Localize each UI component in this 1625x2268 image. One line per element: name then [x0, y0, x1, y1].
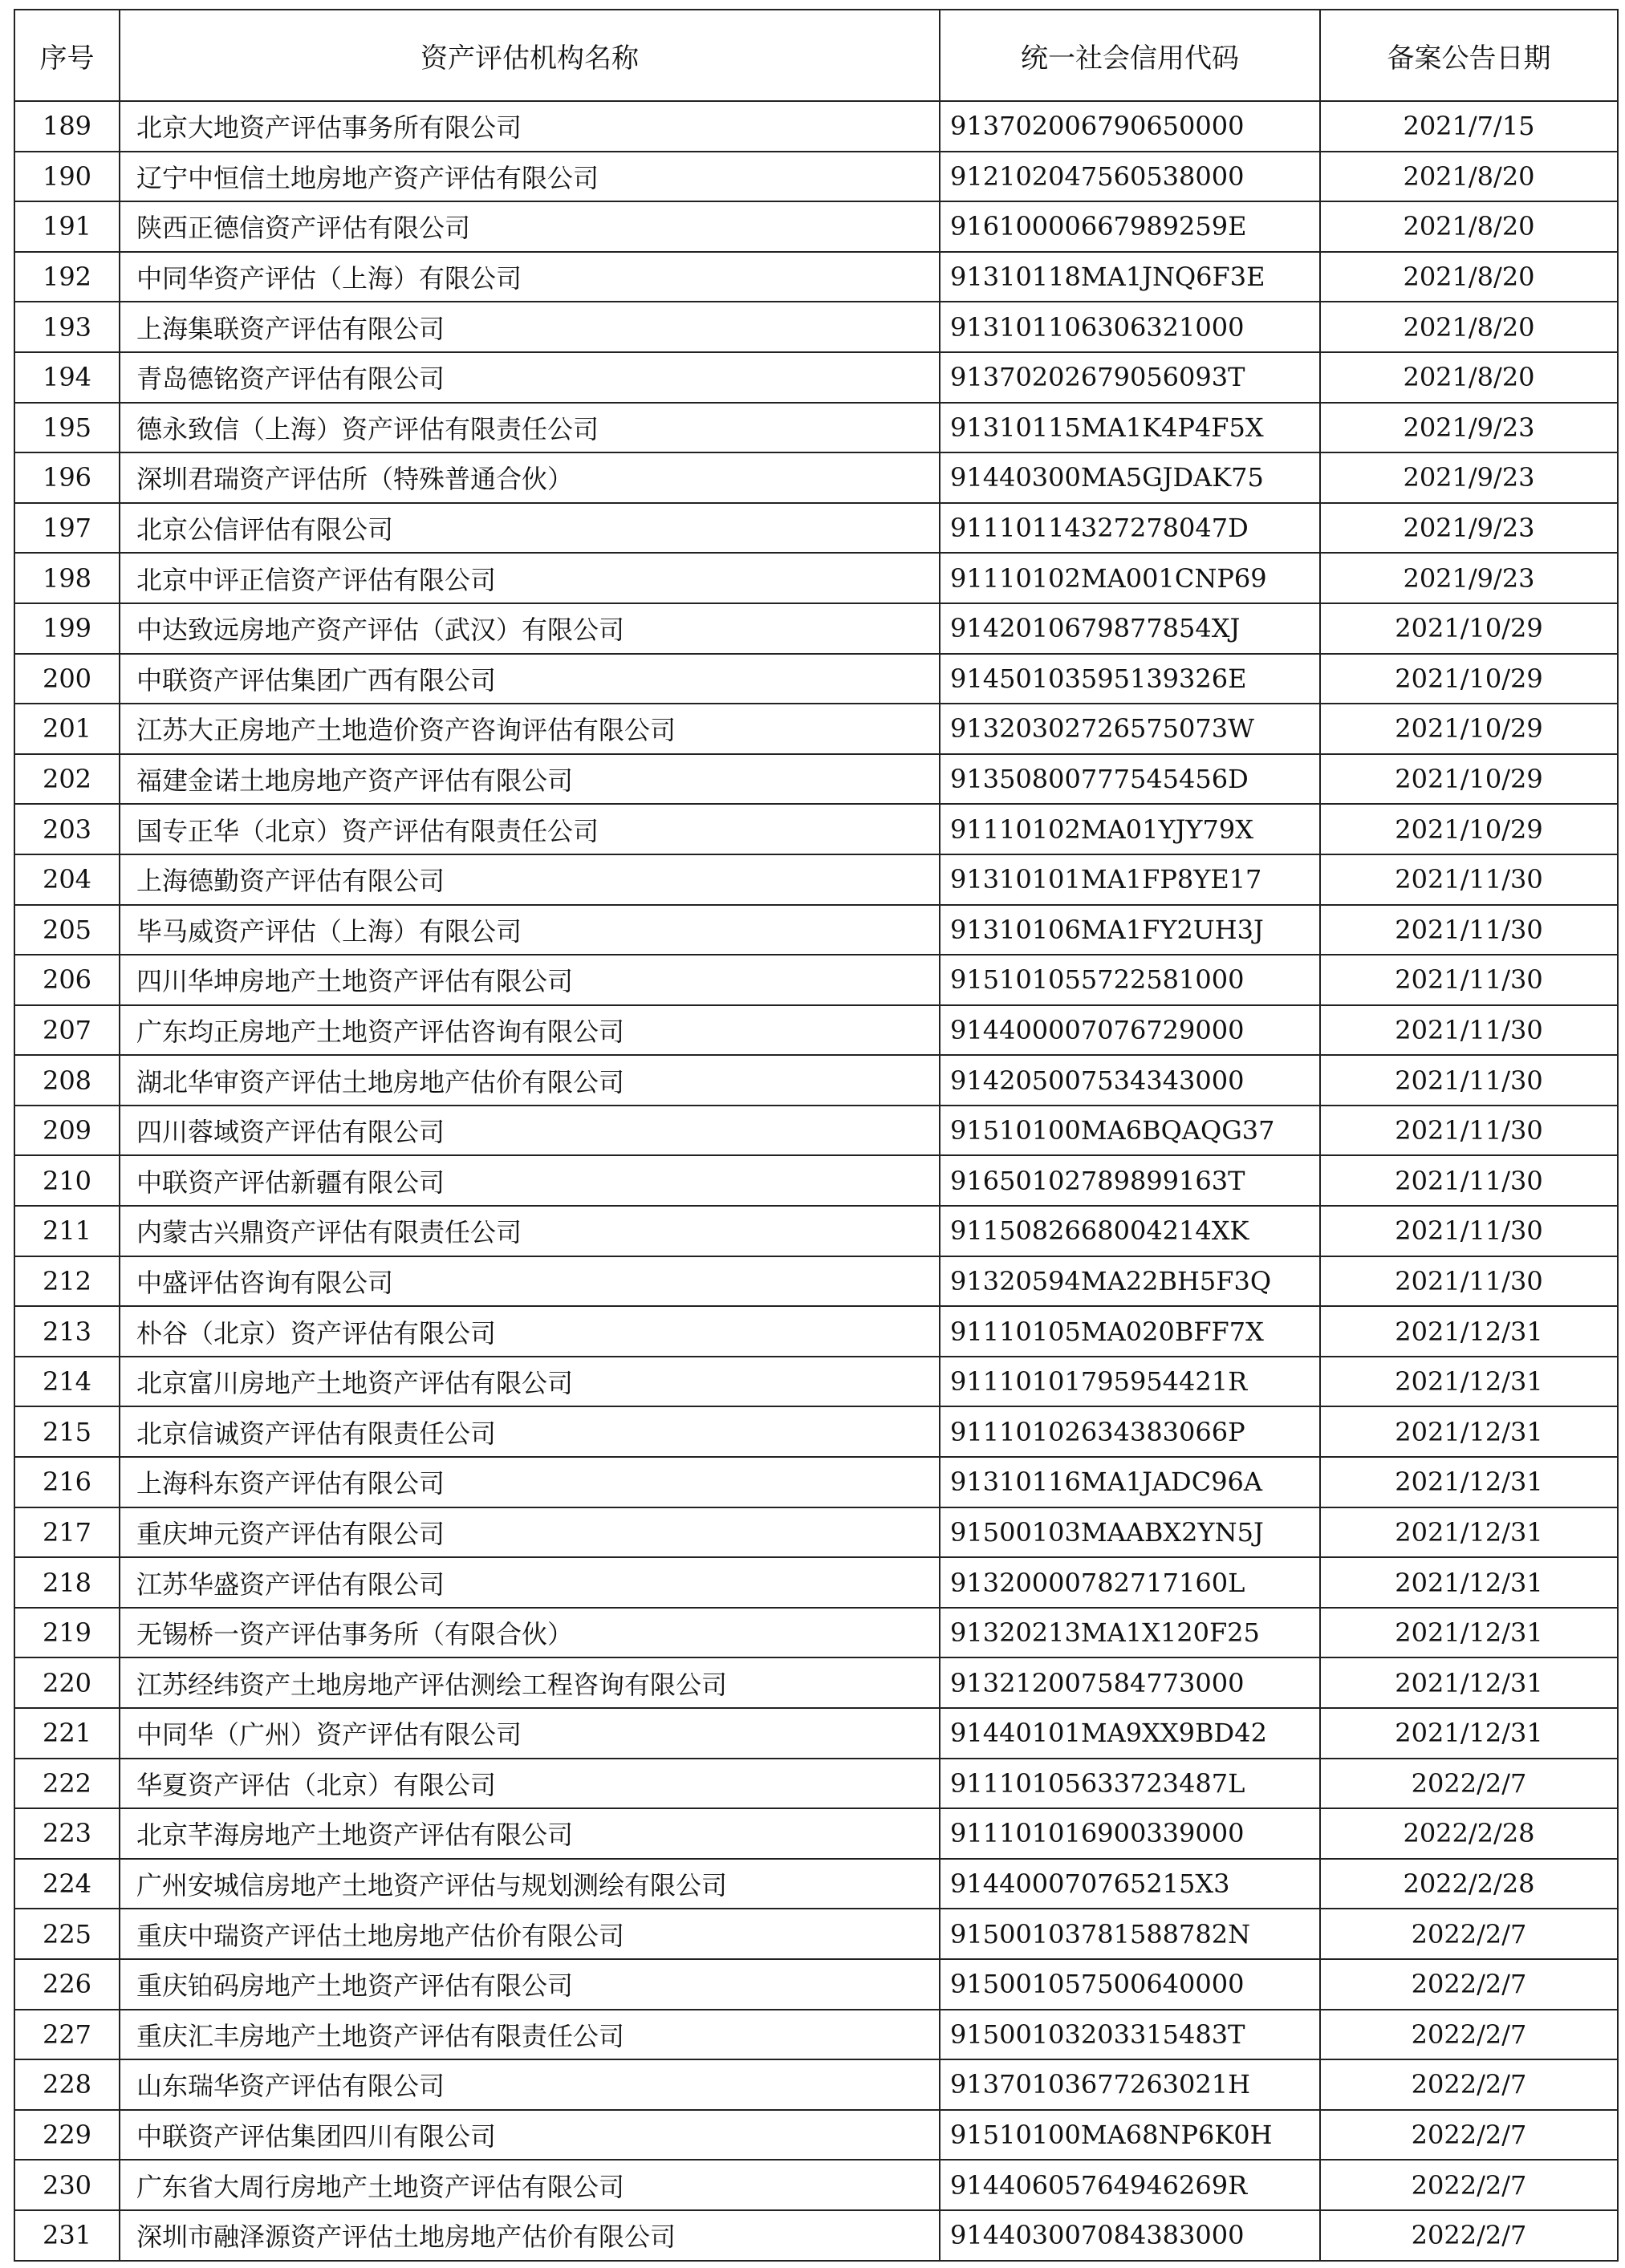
table-row [14, 804, 1618, 854]
cell-code: 91110102634383066P [940, 1406, 1320, 1457]
cell-date: 2021/11/30 [1320, 854, 1618, 905]
cell-name: 北京信诚资产评估有限责任公司 [120, 1406, 940, 1457]
cell-code: 914205007534343000 [940, 1055, 1320, 1106]
cell-date: 2022/2/7 [1320, 2059, 1618, 2110]
cell-date: 2021/12/31 [1320, 1357, 1618, 1407]
cell-code: 91310101MA1FP8YE17 [940, 854, 1320, 905]
cell-no: 189 [14, 101, 120, 152]
cell-no: 199 [14, 603, 120, 654]
cell-name: 上海集联资产评估有限公司 [120, 302, 940, 352]
header-date: 备案公告日期 [1320, 10, 1618, 101]
cell-name: 北京公信评估有限公司 [120, 503, 940, 554]
cell-no: 208 [14, 1055, 120, 1106]
cell-name: 北京富川房地产土地资产评估有限公司 [120, 1357, 940, 1407]
cell-date: 2021/11/30 [1320, 1155, 1618, 1206]
cell-name: 中联资产评估集团四川有限公司 [120, 2110, 940, 2160]
cell-code: 91440605764946269R [940, 2160, 1320, 2210]
table-header-row [14, 10, 1618, 101]
table-row [14, 1507, 1618, 1558]
cell-date: 2021/12/31 [1320, 1657, 1618, 1708]
table-row [14, 452, 1618, 503]
cell-no: 221 [14, 1708, 120, 1759]
cell-no: 225 [14, 1909, 120, 1959]
cell-date: 2021/9/23 [1320, 553, 1618, 603]
cell-name: 四川蓉域资产评估有限公司 [120, 1106, 940, 1156]
cell-code: 91320213MA1X120F25 [940, 1608, 1320, 1658]
table-row [14, 1306, 1618, 1357]
cell-date: 2021/9/23 [1320, 452, 1618, 503]
cell-name: 内蒙古兴鼎资产评估有限责任公司 [120, 1206, 940, 1256]
cell-no: 204 [14, 854, 120, 905]
cell-no: 201 [14, 704, 120, 754]
cell-name: 辽宁中恒信土地房地产资产评估有限公司 [120, 152, 940, 202]
cell-code: 91370103677263021H [940, 2059, 1320, 2110]
cell-no: 222 [14, 1759, 120, 1809]
cell-date: 2021/12/31 [1320, 1608, 1618, 1658]
cell-name: 重庆铂码房地产土地资产评估有限公司 [120, 1959, 940, 2010]
cell-no: 224 [14, 1859, 120, 1909]
table-body [14, 101, 1618, 2261]
cell-name: 重庆中瑞资产评估土地房地产估价有限公司 [120, 1909, 940, 1959]
cell-name: 青岛德铭资产评估有限公司 [120, 352, 940, 403]
table-row [14, 2210, 1618, 2261]
cell-code: 91500103203315483T [940, 2010, 1320, 2060]
cell-name: 广东均正房地产土地资产评估咨询有限公司 [120, 1005, 940, 1056]
cell-code: 914403007084383000 [940, 2210, 1320, 2261]
cell-no: 226 [14, 1959, 120, 2010]
cell-no: 231 [14, 2210, 120, 2261]
registry-table [14, 9, 1619, 2262]
cell-no: 194 [14, 352, 120, 403]
cell-no: 202 [14, 754, 120, 805]
cell-date: 2021/7/15 [1320, 101, 1618, 152]
cell-date: 2021/12/31 [1320, 1507, 1618, 1558]
cell-name: 江苏大正房地产土地造价资产咨询评估有限公司 [120, 704, 940, 754]
cell-name: 重庆坤元资产评估有限公司 [120, 1507, 940, 1558]
table-row [14, 905, 1618, 955]
table-row [14, 1909, 1618, 1959]
cell-code: 91310118MA1JNQ6F3E [940, 252, 1320, 302]
cell-code: 91320302726575073W [940, 704, 1320, 754]
cell-name: 江苏华盛资产评估有限公司 [120, 1557, 940, 1608]
cell-code: 9142010679877854XJ [940, 603, 1320, 654]
cell-no: 190 [14, 152, 120, 202]
table-row [14, 1406, 1618, 1457]
table-row [14, 1708, 1618, 1759]
cell-code: 91610000667989259E [940, 201, 1320, 252]
cell-date: 2022/2/28 [1320, 1808, 1618, 1859]
cell-no: 206 [14, 955, 120, 1005]
cell-code: 91310116MA1JADC96A [940, 1457, 1320, 1507]
table-row [14, 1608, 1618, 1658]
cell-date: 2021/12/31 [1320, 1557, 1618, 1608]
cell-name: 广州安城信房地产土地资产评估与规划测绘有限公司 [120, 1859, 940, 1909]
cell-no: 196 [14, 452, 120, 503]
cell-date: 2021/8/20 [1320, 201, 1618, 252]
cell-code: 91110105633723487L [940, 1759, 1320, 1809]
cell-no: 213 [14, 1306, 120, 1357]
cell-name: 四川华坤房地产土地资产评估有限公司 [120, 955, 940, 1005]
cell-no: 195 [14, 403, 120, 453]
cell-date: 2021/11/30 [1320, 1256, 1618, 1307]
cell-name: 陕西正德信资产评估有限公司 [120, 201, 940, 252]
cell-name: 重庆汇丰房地产土地资产评估有限责任公司 [120, 2010, 940, 2060]
cell-name: 中同华资产评估（上海）有限公司 [120, 252, 940, 302]
table-row [14, 1155, 1618, 1206]
table-row [14, 854, 1618, 905]
cell-code: 91110102MA01YJY79X [940, 804, 1320, 854]
table-row [14, 704, 1618, 754]
cell-name: 上海科东资产评估有限公司 [120, 1457, 940, 1507]
table-row [14, 603, 1618, 654]
table-row [14, 1859, 1618, 1909]
table-row [14, 1256, 1618, 1307]
cell-name: 中联资产评估新疆有限公司 [120, 1155, 940, 1206]
cell-date: 2021/9/23 [1320, 503, 1618, 554]
cell-name: 北京大地资产评估事务所有限公司 [120, 101, 940, 152]
cell-no: 200 [14, 654, 120, 704]
cell-no: 197 [14, 503, 120, 554]
table-row [14, 1055, 1618, 1106]
cell-name: 华夏资产评估（北京）有限公司 [120, 1759, 940, 1809]
table-row [14, 1557, 1618, 1608]
table-row [14, 302, 1618, 352]
cell-code: 91370202679056093T [940, 352, 1320, 403]
table-row [14, 2010, 1618, 2060]
cell-code: 91110102MA001CNP69 [940, 553, 1320, 603]
cell-code: 9115082668004214XK [940, 1206, 1320, 1256]
cell-name: 湖北华审资产评估土地房地产估价有限公司 [120, 1055, 940, 1106]
cell-code: 91310115MA1K4P4F5X [940, 403, 1320, 453]
cell-date: 2022/2/7 [1320, 2160, 1618, 2210]
cell-date: 2022/2/7 [1320, 2010, 1618, 2060]
cell-code: 91510100MA6BQAQG37 [940, 1106, 1320, 1156]
cell-no: 216 [14, 1457, 120, 1507]
cell-code: 91320594MA22BH5F3Q [940, 1256, 1320, 1307]
cell-code: 915001057500640000 [940, 1959, 1320, 2010]
cell-code: 91440300MA5GJDAK75 [940, 452, 1320, 503]
cell-no: 223 [14, 1808, 120, 1859]
table-row [14, 352, 1618, 403]
table-row [14, 553, 1618, 603]
cell-name: 国专正华（北京）资产评估有限责任公司 [120, 804, 940, 854]
cell-code: 91500103781588782N [940, 1909, 1320, 1959]
table-row [14, 2160, 1618, 2210]
table-row [14, 1657, 1618, 1708]
cell-date: 2021/12/31 [1320, 1306, 1618, 1357]
cell-no: 215 [14, 1406, 120, 1457]
table-row [14, 1759, 1618, 1809]
table-row [14, 101, 1618, 152]
cell-name: 福建金诺土地房地产资产评估有限公司 [120, 754, 940, 805]
table-row [14, 503, 1618, 554]
table-row [14, 2110, 1618, 2160]
cell-code: 913101106306321000 [940, 302, 1320, 352]
cell-date: 2021/12/31 [1320, 1406, 1618, 1457]
cell-code: 91440101MA9XX9BD42 [940, 1708, 1320, 1759]
cell-name: 广东省大周行房地产土地资产评估有限公司 [120, 2160, 940, 2210]
cell-date: 2021/10/29 [1320, 754, 1618, 805]
cell-no: 218 [14, 1557, 120, 1608]
table-row [14, 201, 1618, 252]
table-row [14, 1808, 1618, 1859]
cell-date: 2021/12/31 [1320, 1708, 1618, 1759]
cell-date: 2021/8/20 [1320, 152, 1618, 202]
cell-code: 911101016900339000 [940, 1808, 1320, 1859]
cell-code: 91110101795954421R [940, 1357, 1320, 1407]
cell-date: 2022/2/7 [1320, 2210, 1618, 2261]
cell-date: 2021/8/20 [1320, 302, 1618, 352]
cell-name: 中联资产评估集团广西有限公司 [120, 654, 940, 704]
cell-code: 91310106MA1FY2UH3J [940, 905, 1320, 955]
cell-no: 191 [14, 201, 120, 252]
cell-code: 91650102789899163T [940, 1155, 1320, 1206]
cell-name: 深圳君瑞资产评估所（特殊普通合伙） [120, 452, 940, 503]
cell-date: 2022/2/7 [1320, 1909, 1618, 1959]
cell-no: 203 [14, 804, 120, 854]
cell-name: 中同华（广州）资产评估有限公司 [120, 1708, 940, 1759]
cell-no: 229 [14, 2110, 120, 2160]
cell-date: 2021/10/29 [1320, 804, 1618, 854]
cell-no: 214 [14, 1357, 120, 1407]
table-row [14, 1206, 1618, 1256]
cell-date: 2021/11/30 [1320, 955, 1618, 1005]
cell-code: 913702006790650000 [940, 101, 1320, 152]
cell-code: 91450103595139326E [940, 654, 1320, 704]
cell-code: 91110105MA020BFF7X [940, 1306, 1320, 1357]
header-name: 资产评估机构名称 [120, 10, 940, 101]
cell-no: 192 [14, 252, 120, 302]
cell-date: 2021/8/20 [1320, 252, 1618, 302]
cell-date: 2022/2/7 [1320, 1959, 1618, 2010]
cell-no: 193 [14, 302, 120, 352]
cell-code: 91350800777545456D [940, 754, 1320, 805]
cell-date: 2021/11/30 [1320, 1055, 1618, 1106]
cell-name: 德永致信（上海）资产评估有限责任公司 [120, 403, 940, 453]
cell-date: 2021/9/23 [1320, 403, 1618, 453]
cell-no: 227 [14, 2010, 120, 2060]
cell-no: 220 [14, 1657, 120, 1708]
table-row [14, 654, 1618, 704]
cell-code: 913212007584773000 [940, 1657, 1320, 1708]
table-row [14, 2059, 1618, 2110]
cell-no: 198 [14, 553, 120, 603]
cell-name: 北京中评正信资产评估有限公司 [120, 553, 940, 603]
cell-name: 毕马威资产评估（上海）有限公司 [120, 905, 940, 955]
cell-code: 91510100MA68NP6K0H [940, 2110, 1320, 2160]
cell-date: 2021/12/31 [1320, 1457, 1618, 1507]
cell-no: 217 [14, 1507, 120, 1558]
cell-date: 2021/11/30 [1320, 905, 1618, 955]
table-row [14, 955, 1618, 1005]
cell-date: 2021/10/29 [1320, 654, 1618, 704]
cell-date: 2021/10/29 [1320, 603, 1618, 654]
cell-no: 205 [14, 905, 120, 955]
registry-table-page [14, 9, 1617, 2262]
cell-date: 2022/2/7 [1320, 2110, 1618, 2160]
cell-no: 230 [14, 2160, 120, 2210]
cell-code: 915101055722581000 [940, 955, 1320, 1005]
cell-no: 209 [14, 1106, 120, 1156]
cell-no: 211 [14, 1206, 120, 1256]
cell-no: 228 [14, 2059, 120, 2110]
table-row [14, 403, 1618, 453]
cell-name: 中盛评估咨询有限公司 [120, 1256, 940, 1307]
cell-name: 深圳市融泽源资产评估土地房地产估价有限公司 [120, 2210, 940, 2261]
cell-date: 2022/2/7 [1320, 1759, 1618, 1809]
cell-name: 山东瑞华资产评估有限公司 [120, 2059, 940, 2110]
cell-date: 2021/11/30 [1320, 1106, 1618, 1156]
table-row [14, 1005, 1618, 1056]
header-no: 序号 [14, 10, 120, 101]
cell-code: 91500103MAABX2YN5J [940, 1507, 1320, 1558]
table-row [14, 1959, 1618, 2010]
cell-no: 210 [14, 1155, 120, 1206]
table-row [14, 252, 1618, 302]
cell-code: 91110114327278047D [940, 503, 1320, 554]
table-row [14, 1106, 1618, 1156]
cell-date: 2021/11/30 [1320, 1005, 1618, 1056]
cell-no: 207 [14, 1005, 120, 1056]
table-row [14, 754, 1618, 805]
cell-date: 2021/11/30 [1320, 1206, 1618, 1256]
cell-no: 219 [14, 1608, 120, 1658]
cell-code: 912102047560538000 [940, 152, 1320, 202]
cell-name: 中达致远房地产资产评估（武汉）有限公司 [120, 603, 940, 654]
cell-code: 91320000782717160L [940, 1557, 1320, 1608]
cell-name: 无锡桥一资产评估事务所（有限合伙） [120, 1608, 940, 1658]
cell-code: 914400007076729000 [940, 1005, 1320, 1056]
cell-name: 江苏经纬资产土地房地产评估测绘工程咨询有限公司 [120, 1657, 940, 1708]
cell-no: 212 [14, 1256, 120, 1307]
header-code: 统一社会信用代码 [940, 10, 1320, 101]
cell-code: 914400070765215X3 [940, 1859, 1320, 1909]
table-row [14, 1357, 1618, 1407]
cell-name: 朴谷（北京）资产评估有限公司 [120, 1306, 940, 1357]
table-row [14, 1457, 1618, 1507]
cell-date: 2021/10/29 [1320, 704, 1618, 754]
table-row [14, 152, 1618, 202]
cell-name: 北京芊海房地产土地资产评估有限公司 [120, 1808, 940, 1859]
cell-date: 2022/2/28 [1320, 1859, 1618, 1909]
cell-name: 上海德勤资产评估有限公司 [120, 854, 940, 905]
cell-date: 2021/8/20 [1320, 352, 1618, 403]
